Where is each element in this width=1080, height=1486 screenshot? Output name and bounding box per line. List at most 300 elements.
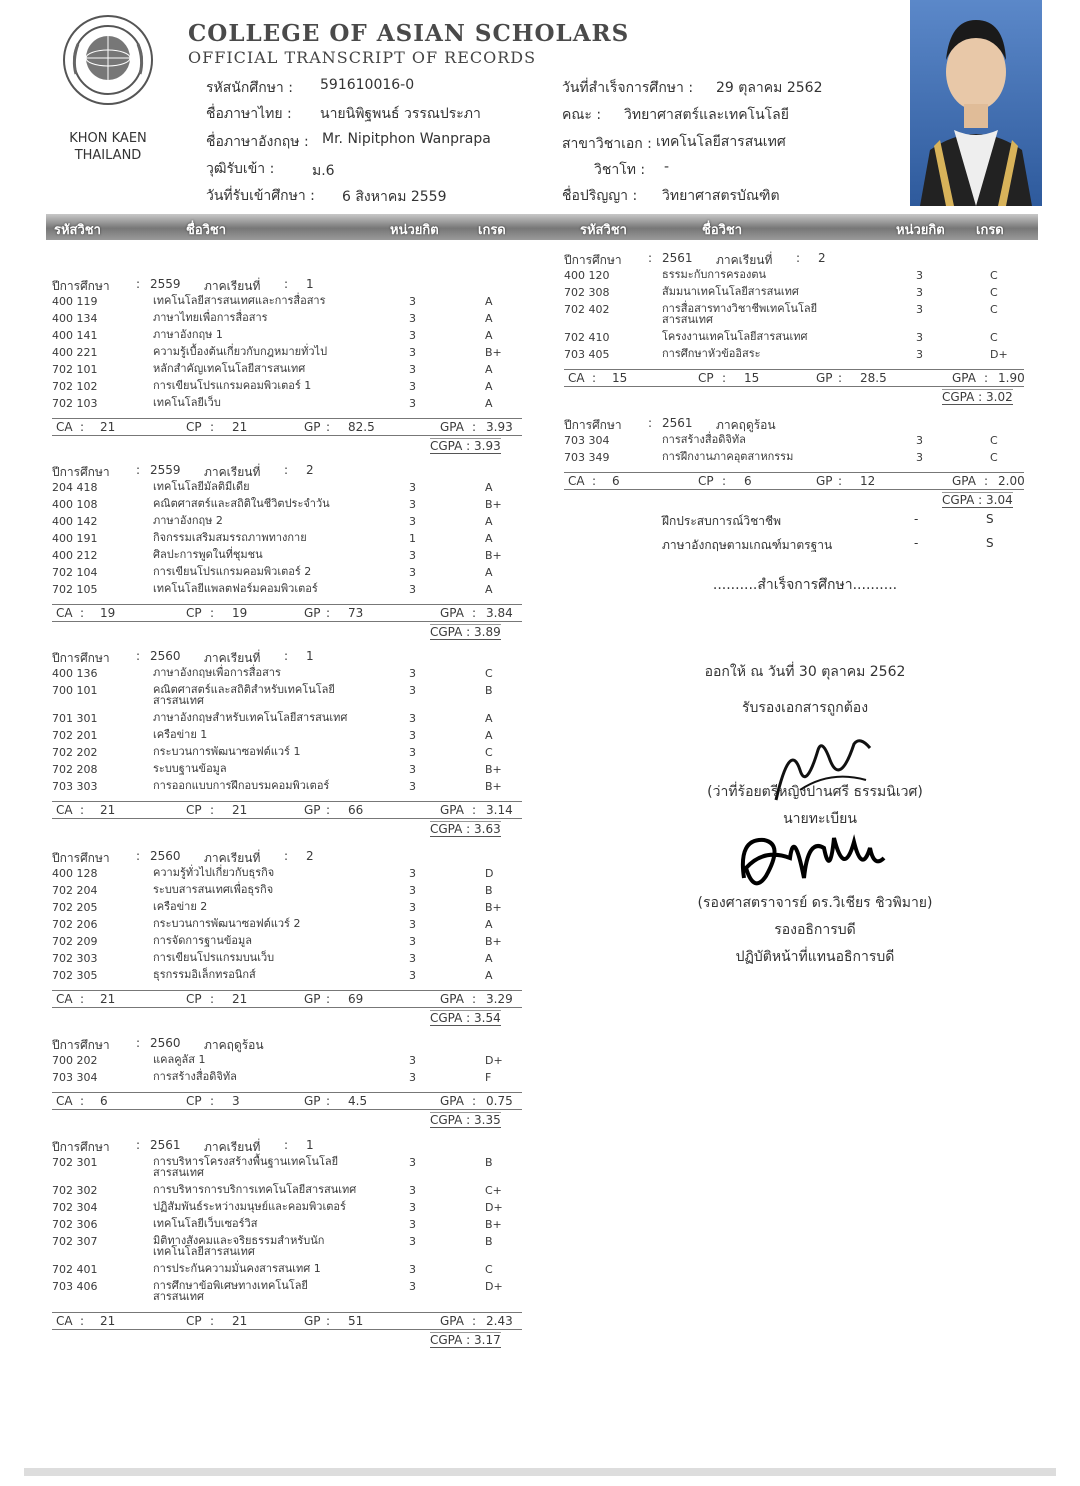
minor: -: [664, 159, 670, 175]
sep: :: [472, 803, 477, 817]
course-name: การเขียนโปรแกรมคอมพิวเตอร์ 1: [153, 379, 312, 392]
gp-value: 28.5: [860, 371, 887, 385]
cgpa-value: 3.63: [474, 822, 501, 836]
gpa-value: 3.84: [486, 606, 513, 620]
certify-text: รับรองเอกสารถูกต้อง: [741, 700, 869, 716]
sep: :: [592, 371, 597, 385]
sep: :: [80, 803, 85, 817]
col-name-right: ชื่อวิชา: [702, 223, 743, 238]
student-photo: [910, 0, 1042, 206]
course-code: 700 101: [52, 684, 98, 697]
gpa-value: 2.43: [486, 1314, 513, 1328]
course-grade: B: [485, 1235, 493, 1248]
course-grade: B+: [485, 763, 502, 776]
sep: :: [472, 992, 477, 1006]
course-credits: 3: [409, 549, 416, 562]
course-name: กิจกรรมเสริมสมรรถภาพทางกาย: [153, 531, 307, 544]
gp-label: GP: [304, 1094, 321, 1108]
course-name: การสร้างสื่อดิจิทัล: [153, 1070, 237, 1083]
year-value: 2559: [150, 463, 181, 477]
gp-label: GP: [304, 803, 321, 817]
course-credits: 3: [409, 1235, 416, 1248]
course-name: การฝึกงานภาคอุตสาหกรรม: [662, 450, 794, 463]
cgpa-label: CGPA: [430, 1011, 463, 1025]
cp-label: CP: [186, 803, 202, 817]
sep: :: [136, 1138, 141, 1152]
course-grade: D+: [485, 1054, 503, 1067]
sep: :: [210, 1094, 215, 1108]
course-code: 702 304: [52, 1201, 98, 1214]
sep: :: [136, 1036, 141, 1050]
course-name: มิติทางสังคมและจริยธรรมสำหรับนัก: [153, 1234, 325, 1247]
course-grade: C: [990, 331, 998, 344]
col-credits-left: หน่วยกิต: [390, 223, 439, 238]
cp-label: CP: [698, 371, 714, 385]
gp-label: GP: [304, 606, 321, 620]
course-name-cont: สารสนเทศ: [662, 313, 714, 326]
course-code: 702 303: [52, 952, 98, 965]
gp-label: GP: [304, 1314, 321, 1328]
course-grade: C: [485, 667, 493, 680]
cp-label: CP: [186, 606, 202, 620]
course-credits: 3: [409, 780, 416, 793]
sep: :: [838, 474, 843, 488]
course-credits: 3: [409, 763, 416, 776]
course-grade: C: [485, 1263, 493, 1276]
course-code: 702 103: [52, 397, 98, 410]
course-grade: A: [485, 969, 493, 982]
cgpa-value: 3.02: [986, 390, 1013, 404]
sep: :: [284, 463, 289, 477]
semester-value: 2: [818, 251, 826, 265]
course-grade: D+: [485, 1201, 503, 1214]
course-code: 702 307: [52, 1235, 98, 1248]
semester-summary: [52, 1312, 522, 1330]
course-name: การศึกษาหัวข้ออิสระ: [662, 347, 761, 360]
entry-qual-label: วุฒิรับเข้า :: [206, 161, 275, 177]
gpa-value: 0.75: [486, 1094, 513, 1108]
year-value: 2560: [150, 1036, 181, 1050]
semester-value: 2: [306, 463, 314, 477]
semester-label: ภาคเรียนที่: [204, 1140, 261, 1154]
course-name: ระบบสารสนเทศเพื่อธุรกิจ: [153, 883, 274, 896]
course-name: เทคโนโลยีสารสนเทศและการสื่อสาร: [153, 294, 326, 307]
ca-value: 19: [100, 606, 116, 620]
cgpa-label: CGPA: [430, 625, 463, 639]
course-credits: 3: [916, 303, 923, 316]
course-name-cont: เทคโนโลยีสารสนเทศ: [153, 1245, 255, 1258]
major-label: สาขาวิชาเอก :: [562, 136, 652, 152]
faculty: วิทยาศาสตร์และเทคโนโลยี: [624, 107, 789, 123]
sep: :: [648, 416, 653, 430]
cp-value: 21: [232, 803, 248, 817]
gp-value: 12: [860, 474, 876, 488]
course-grade: B: [485, 884, 493, 897]
course-name-cont: สารสนเทศ: [153, 1290, 205, 1303]
semester-label: ภาคเรียนที่: [204, 651, 261, 665]
column-header-bar: [46, 214, 1038, 240]
course-name: ธุรกรรมอิเล็กทรอนิกส์: [153, 968, 256, 981]
course-credits: 3: [409, 1201, 416, 1214]
sep: :: [284, 1138, 289, 1152]
ca-value: 6: [612, 474, 620, 488]
ca-label: CA: [56, 1094, 73, 1108]
semester-value: 1: [306, 649, 314, 663]
course-name: กระบวนการพัฒนาซอฟต์แวร์ 1: [153, 745, 301, 758]
course-code: 400 212: [52, 549, 98, 562]
vp-title: รองอธิการบดี: [774, 922, 856, 938]
gp-label: GP: [816, 474, 833, 488]
semester-value: 2: [306, 849, 314, 863]
year-label: ปีการศึกษา: [52, 1140, 110, 1154]
course-grade: A: [485, 481, 493, 494]
cgpa-row: [430, 1112, 501, 1128]
course-name: ระบบฐานข้อมูล: [153, 762, 227, 775]
course-code: 204 418: [52, 481, 98, 494]
course-name: เทคโนโลยีมัลติมีเดีย: [153, 480, 250, 493]
ca-label: CA: [56, 992, 73, 1006]
col-name-left: ชื่อวิชา: [186, 223, 227, 238]
course-credits: 3: [409, 1263, 416, 1276]
vp-acting: ปฏิบัติหน้าที่แทนอธิการบดี: [735, 949, 895, 965]
course-credits: 1: [409, 532, 416, 545]
major: เทคโนโลยีสารสนเทศ: [656, 134, 786, 150]
cgpa-label: CGPA: [430, 1113, 463, 1127]
gpa-value: 3.14: [486, 803, 513, 817]
course-credits: 3: [409, 1280, 416, 1293]
gpa-label: GPA: [440, 606, 464, 620]
year-label: ปีการศึกษา: [52, 651, 110, 665]
sep: :: [472, 420, 477, 434]
course-credits: 3: [409, 867, 416, 880]
sep: :: [326, 803, 331, 817]
course-name: การสร้างสื่อดิจิทัล: [662, 433, 746, 446]
year-value: 2559: [150, 277, 181, 291]
course-code: 701 301: [52, 712, 98, 725]
course-code: 702 204: [52, 884, 98, 897]
sep: :: [284, 277, 289, 291]
course-code: 702 102: [52, 380, 98, 393]
ca-value: 15: [612, 371, 628, 385]
semester-summary: [564, 369, 1024, 387]
semester-label: ภาคเรียนที่: [204, 465, 261, 479]
course-grade: A: [485, 380, 493, 393]
course-credits: 3: [409, 746, 416, 759]
course-name: การออกแบบการฝึกอบรมคอมพิวเตอร์: [153, 779, 330, 792]
course-code: 703 405: [564, 348, 610, 361]
course-credits: 3: [409, 346, 416, 359]
cgpa-value: 3.89: [474, 625, 501, 639]
cgpa-label: CGPA: [430, 439, 463, 453]
gp-value: 69: [348, 992, 364, 1006]
course-name: ธรรมะกับการครองตน: [662, 268, 766, 281]
registrar-name: (ว่าที่ร้อยตรีหญิงปานศรี ธรรมนิเวศ): [707, 784, 923, 800]
semester-summary: [52, 1092, 522, 1110]
year-label: ปีการศึกษา: [52, 279, 110, 293]
year-label: ปีการศึกษา: [52, 465, 110, 479]
col-credits-right: หน่วยกิต: [896, 223, 945, 238]
semester-summary: [52, 418, 522, 436]
sep: :: [462, 1333, 475, 1347]
cgpa-label: CGPA: [942, 493, 975, 507]
course-credits: 3: [916, 451, 923, 464]
gp-value: 51: [348, 1314, 364, 1328]
gpa-label: GPA: [440, 420, 464, 434]
grad-date: 29 ตุลาคม 2562: [716, 80, 823, 96]
sep: :: [326, 992, 331, 1006]
vp-name: (รองศาสตราจารย์ ดร.วิเชียร ชิวพิมาย): [697, 895, 933, 911]
ca-value: 6: [100, 1094, 108, 1108]
extra-course-grade: S: [986, 536, 994, 550]
course-code: 702 401: [52, 1263, 98, 1276]
extra-course-name: ภาษาอังกฤษตามเกณฑ์มาตรฐาน: [662, 538, 833, 552]
course-grade: A: [485, 712, 493, 725]
gpa-value: 3.29: [486, 992, 513, 1006]
course-credits: 3: [409, 918, 416, 931]
sep: :: [592, 474, 597, 488]
year-label: ปีการศึกษา: [564, 418, 622, 432]
semester-summary: [52, 801, 522, 819]
eng-name: Mr. Nipitphon Wanprapa: [322, 131, 491, 147]
course-credits: 3: [409, 667, 416, 680]
minor-label: วิชาโท :: [594, 162, 646, 178]
col-grade-right: เกรด: [976, 223, 1004, 238]
sep: :: [722, 371, 727, 385]
summer-label: ภาคฤดูร้อน: [716, 418, 776, 432]
sep: :: [462, 822, 475, 836]
sep: :: [210, 606, 215, 620]
course-grade: A: [485, 583, 493, 596]
course-name: การเขียนโปรแกรมคอมพิวเตอร์ 2: [153, 565, 312, 578]
cgpa-value: 3.54: [474, 1011, 501, 1025]
cgpa-row: [430, 821, 501, 837]
sep: :: [80, 606, 85, 620]
ca-value: 21: [100, 992, 116, 1006]
sep: :: [462, 1011, 475, 1025]
course-grade: A: [485, 329, 493, 342]
course-credits: 3: [409, 295, 416, 308]
cp-value: 21: [232, 1314, 248, 1328]
course-credits: 3: [409, 515, 416, 528]
course-name: เทคโนโลยีเว็บเซอร์วิส: [153, 1217, 258, 1230]
cp-value: 21: [232, 420, 248, 434]
course-grade: A: [485, 363, 493, 376]
year-label: ปีการศึกษา: [52, 851, 110, 865]
course-credits: 3: [409, 712, 416, 725]
cgpa-row: [430, 624, 501, 640]
gp-value: 82.5: [348, 420, 375, 434]
vp-signature: [734, 818, 894, 902]
year-value: 2561: [662, 251, 693, 265]
course-credits: 3: [916, 269, 923, 282]
grad-date-label: วันที่สำเร็จการศึกษา :: [562, 80, 694, 96]
course-name: ภาษาอังกฤษสำหรับเทคโนโลยีสารสนเทศ: [153, 711, 348, 724]
degree: วิทยาศาสตรบัณฑิต: [662, 188, 780, 204]
cp-label: CP: [698, 474, 714, 488]
col-code-right: รหัสวิชา: [580, 223, 627, 238]
course-credits: 3: [409, 498, 416, 511]
course-code: 702 101: [52, 363, 98, 376]
course-name: การสื่อสารทางวิชาชีพเทคโนโลยี: [662, 302, 818, 315]
sep: :: [974, 493, 987, 507]
course-grade: B: [485, 684, 493, 697]
admit-date-label: วันที่รับเข้าศึกษา :: [206, 188, 315, 204]
gpa-label: GPA: [440, 1094, 464, 1108]
sep: :: [136, 649, 141, 663]
gp-label: GP: [304, 420, 321, 434]
completed-note: ..........สำเร็จการศึกษา..........: [712, 577, 898, 593]
course-code: 400 119: [52, 295, 98, 308]
cgpa-row: [430, 438, 501, 454]
course-code: 703 349: [564, 451, 610, 464]
cgpa-value: 3.93: [474, 439, 501, 453]
sep: :: [80, 1314, 85, 1328]
course-code: 702 205: [52, 901, 98, 914]
course-grade: A: [485, 312, 493, 325]
course-grade: D+: [485, 1280, 503, 1293]
course-grade: D+: [990, 348, 1008, 361]
registrar-title: นายทะเบียน: [783, 811, 857, 827]
gpa-label: GPA: [440, 992, 464, 1006]
sep: :: [80, 1094, 85, 1108]
cp-label: CP: [186, 1314, 202, 1328]
sep: :: [974, 390, 987, 404]
cp-label: CP: [186, 420, 202, 434]
sep: :: [984, 474, 989, 488]
course-grade: C+: [485, 1184, 502, 1197]
semester-summary: [52, 604, 522, 622]
location-city: KHON KAEN: [69, 131, 147, 146]
course-credits: 3: [916, 348, 923, 361]
ca-label: CA: [568, 371, 585, 385]
cgpa-label: CGPA: [430, 822, 463, 836]
course-code: 702 402: [564, 303, 610, 316]
cgpa-value: 3.17: [474, 1333, 501, 1347]
cp-label: CP: [186, 992, 202, 1006]
sep: :: [326, 606, 331, 620]
course-credits: 3: [409, 329, 416, 342]
gp-label: GP: [816, 371, 833, 385]
ca-label: CA: [56, 803, 73, 817]
course-credits: 3: [409, 969, 416, 982]
gp-value: 66: [348, 803, 364, 817]
course-name: หลักสำคัญเทคโนโลยีสารสนเทศ: [153, 362, 306, 375]
gp-value: 4.5: [348, 1094, 368, 1108]
gpa-label: GPA: [440, 803, 464, 817]
cp-value: 6: [744, 474, 752, 488]
cgpa-label: CGPA: [430, 1333, 463, 1347]
course-name: เครือข่าย 2: [153, 900, 208, 913]
student-id: 591610016-0: [320, 77, 415, 93]
sep: :: [722, 474, 727, 488]
course-credits: 3: [409, 380, 416, 393]
course-code: 702 305: [52, 969, 98, 982]
course-grade: C: [990, 269, 998, 282]
course-name: ภาษาอังกฤษ 2: [153, 514, 223, 527]
entry-qual: ม.6: [312, 163, 335, 179]
course-credits: 3: [409, 312, 416, 325]
sep: :: [326, 1314, 331, 1328]
semester-label: ภาคเรียนที่: [716, 253, 773, 267]
sep: :: [838, 371, 843, 385]
cp-value: 21: [232, 992, 248, 1006]
course-credits: 3: [409, 583, 416, 596]
course-code: 400 221: [52, 346, 98, 359]
course-grade: B+: [485, 498, 502, 511]
course-name: การเขียนโปรแกรมบนเว็บ: [153, 951, 275, 964]
semester-value: 1: [306, 1138, 314, 1152]
course-credits: 3: [409, 1156, 416, 1169]
year-label: ปีการศึกษา: [564, 253, 622, 267]
sep: :: [472, 606, 477, 620]
course-name: คณิตศาสตร์และสถิติสำหรับเทคโนโลยี: [153, 683, 335, 696]
course-name: โครงงานเทคโนโลยีสารสนเทศ: [662, 330, 808, 343]
course-code: 400 191: [52, 532, 98, 545]
course-name: การบริหารการบริการเทคโนโลยีสารสนเทศ: [153, 1183, 357, 1196]
course-code: 703 303: [52, 780, 98, 793]
semester-value: 1: [306, 277, 314, 291]
course-grade: C: [990, 451, 998, 464]
cgpa-row: [430, 1010, 501, 1026]
gp-value: 73: [348, 606, 364, 620]
course-code: 702 306: [52, 1218, 98, 1231]
course-name: ความรู้เบื้องต้นเกี่ยวกับกฎหมายทั่วไป: [153, 345, 328, 358]
course-grade: B+: [485, 780, 502, 793]
course-credits: 3: [409, 566, 416, 579]
course-grade: B+: [485, 549, 502, 562]
course-grade: A: [485, 295, 493, 308]
course-grade: B+: [485, 935, 502, 948]
course-name: กระบวนการพัฒนาซอฟต์แวร์ 2: [153, 917, 301, 930]
thai-name: นายนิพิฐพนธ์ วรรณประภา: [320, 106, 481, 122]
course-grade: D: [485, 867, 494, 880]
course-code: 702 201: [52, 729, 98, 742]
course-code: 702 209: [52, 935, 98, 948]
col-code-left: รหัสวิชา: [54, 223, 101, 238]
cp-value: 3: [232, 1094, 240, 1108]
course-grade: A: [485, 729, 493, 742]
gpa-value: 3.93: [486, 420, 513, 434]
course-credits: 3: [409, 1218, 416, 1231]
sep: :: [796, 251, 801, 265]
course-code: 702 202: [52, 746, 98, 759]
cgpa-row: [430, 1332, 501, 1348]
cp-label: CP: [186, 1094, 202, 1108]
course-credits: 3: [409, 363, 416, 376]
course-name: การประกันความมั่นคงสารสนเทศ 1: [153, 1262, 321, 1275]
ca-label: CA: [56, 420, 73, 434]
course-code: 400 134: [52, 312, 98, 325]
course-name: ภาษาอังกฤษเพื่อการสื่อสาร: [153, 666, 281, 679]
student-id-label: รหัสนักศึกษา :: [206, 80, 293, 96]
semester-label: ภาคเรียนที่: [204, 851, 261, 865]
cgpa-value: 3.04: [986, 493, 1013, 507]
course-name-cont: สารสนเทศ: [153, 694, 205, 707]
course-name: ภาษาไทยเพื่อการสื่อสาร: [153, 311, 268, 324]
course-code: 702 105: [52, 583, 98, 596]
course-grade: A: [485, 515, 493, 528]
course-grade: A: [485, 952, 493, 965]
sep: :: [462, 1113, 475, 1127]
course-name: ปฏิสัมพันธ์ระหว่างมนุษย์และคอมพิวเตอร์: [153, 1200, 346, 1213]
extra-course-grade: S: [986, 512, 994, 526]
sep: :: [210, 1314, 215, 1328]
cp-value: 15: [744, 371, 760, 385]
extra-course-credits: -: [914, 536, 919, 550]
sep: :: [80, 420, 85, 434]
thai-name-label: ชื่อภาษาไทย :: [206, 106, 292, 122]
course-credits: 3: [409, 935, 416, 948]
